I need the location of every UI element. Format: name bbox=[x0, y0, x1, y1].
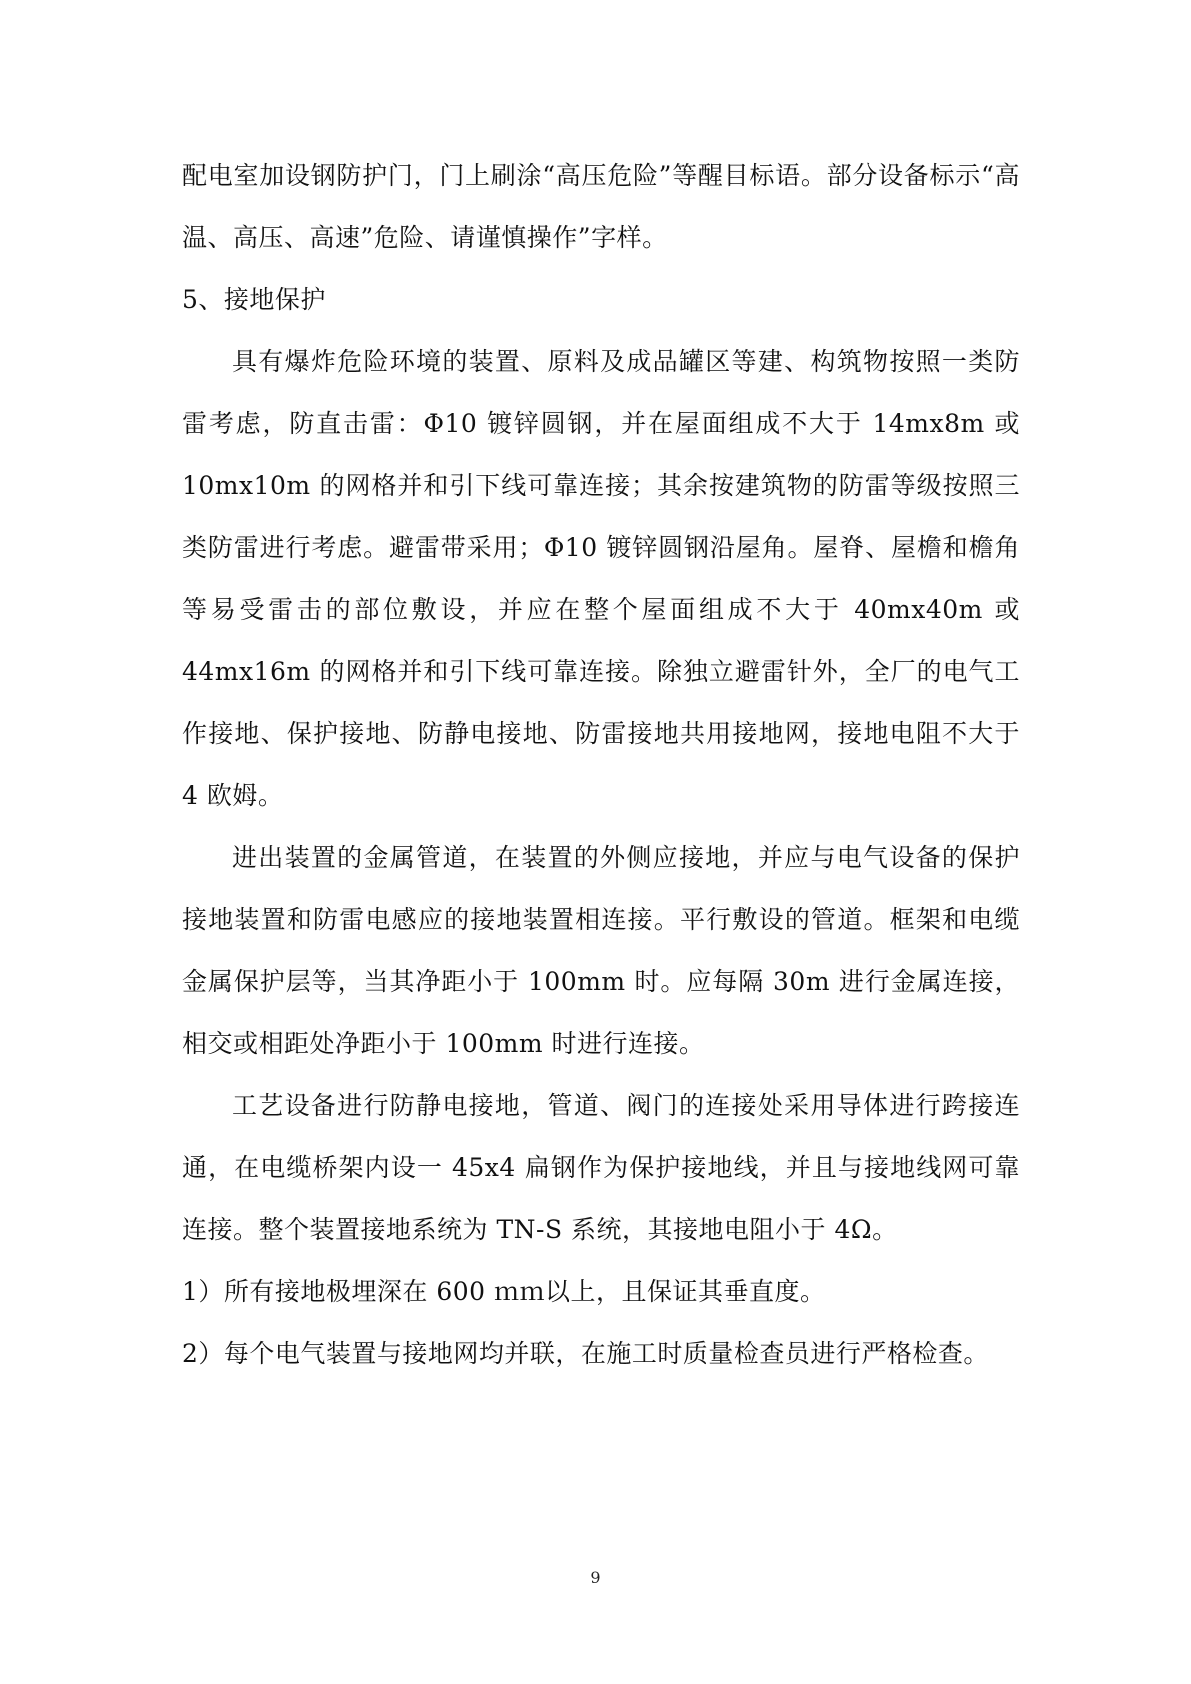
paragraph-4: 进出装置的金属管道，在装置的外侧应接地，并应与电气设备的保护接地装置和防雷电感应的接地装置相连接。平行敷设的管道。框架和电缆金属保护层等，当其净距小于 100mm 时。应每隔 30m 进行金属连接，相交或相距处净距小于 100mm 时进行连接。 bbox=[182, 843, 1020, 1058]
list-item-1: 1）所有接地极埋深在 600 ｍｍ以上，且保证其垂直度。 bbox=[182, 1277, 826, 1306]
section-heading: 5、接地保护 bbox=[182, 285, 326, 314]
paragraph-5: 工艺设备进行防静电接地，管道、阀门的连接处采用导体进行跨接连通，在电缆桥架内设一 45x4 扁钢作为保护接地线，并且与接地线网可靠连接。整个装置接地系统为 TN-S 系统，其接地电阻小于 4Ω。 bbox=[182, 1091, 1020, 1244]
paragraph-1: 配电室加设钢防护门，门上刷涂“高压危险”等醒目标语。部分设备标示“高温、高压、高速”危险、请谨慎操作”字样。 bbox=[182, 161, 1020, 252]
page-number: 9 bbox=[590, 1568, 601, 1587]
body-text bbox=[182, 145, 1020, 1385]
list-item-2: 2）每个电气装置与接地网均并联，在施工时质量检查员进行严格检查。 bbox=[182, 1339, 989, 1368]
paragraph-3: 具有爆炸危险环境的装置、原料及成品罐区等建、构筑物按照一类防雷考虑，防直击雷：Φ10 镀锌圆钢，并在屋面组成不大于 14mx8m 或 10mx10m 的网格并和引下线可靠连接；其余按建筑物的防雷等级按照三类防雷进行考虑。避雷带采用；Φ10 镀锌圆钢沿屋角。屋脊、屋檐和檐角等易受雷击的部位敷设，并应在整个屋面组成不大于 40mx40m 或 44mx16m 的网格并和引下线可靠连接。除独立避雷针外，全厂的电气工作接地、保护接地、防静电接地、防雷接地共用接地网，接地电阻不大于 4 欧姆。 bbox=[182, 347, 1020, 810]
